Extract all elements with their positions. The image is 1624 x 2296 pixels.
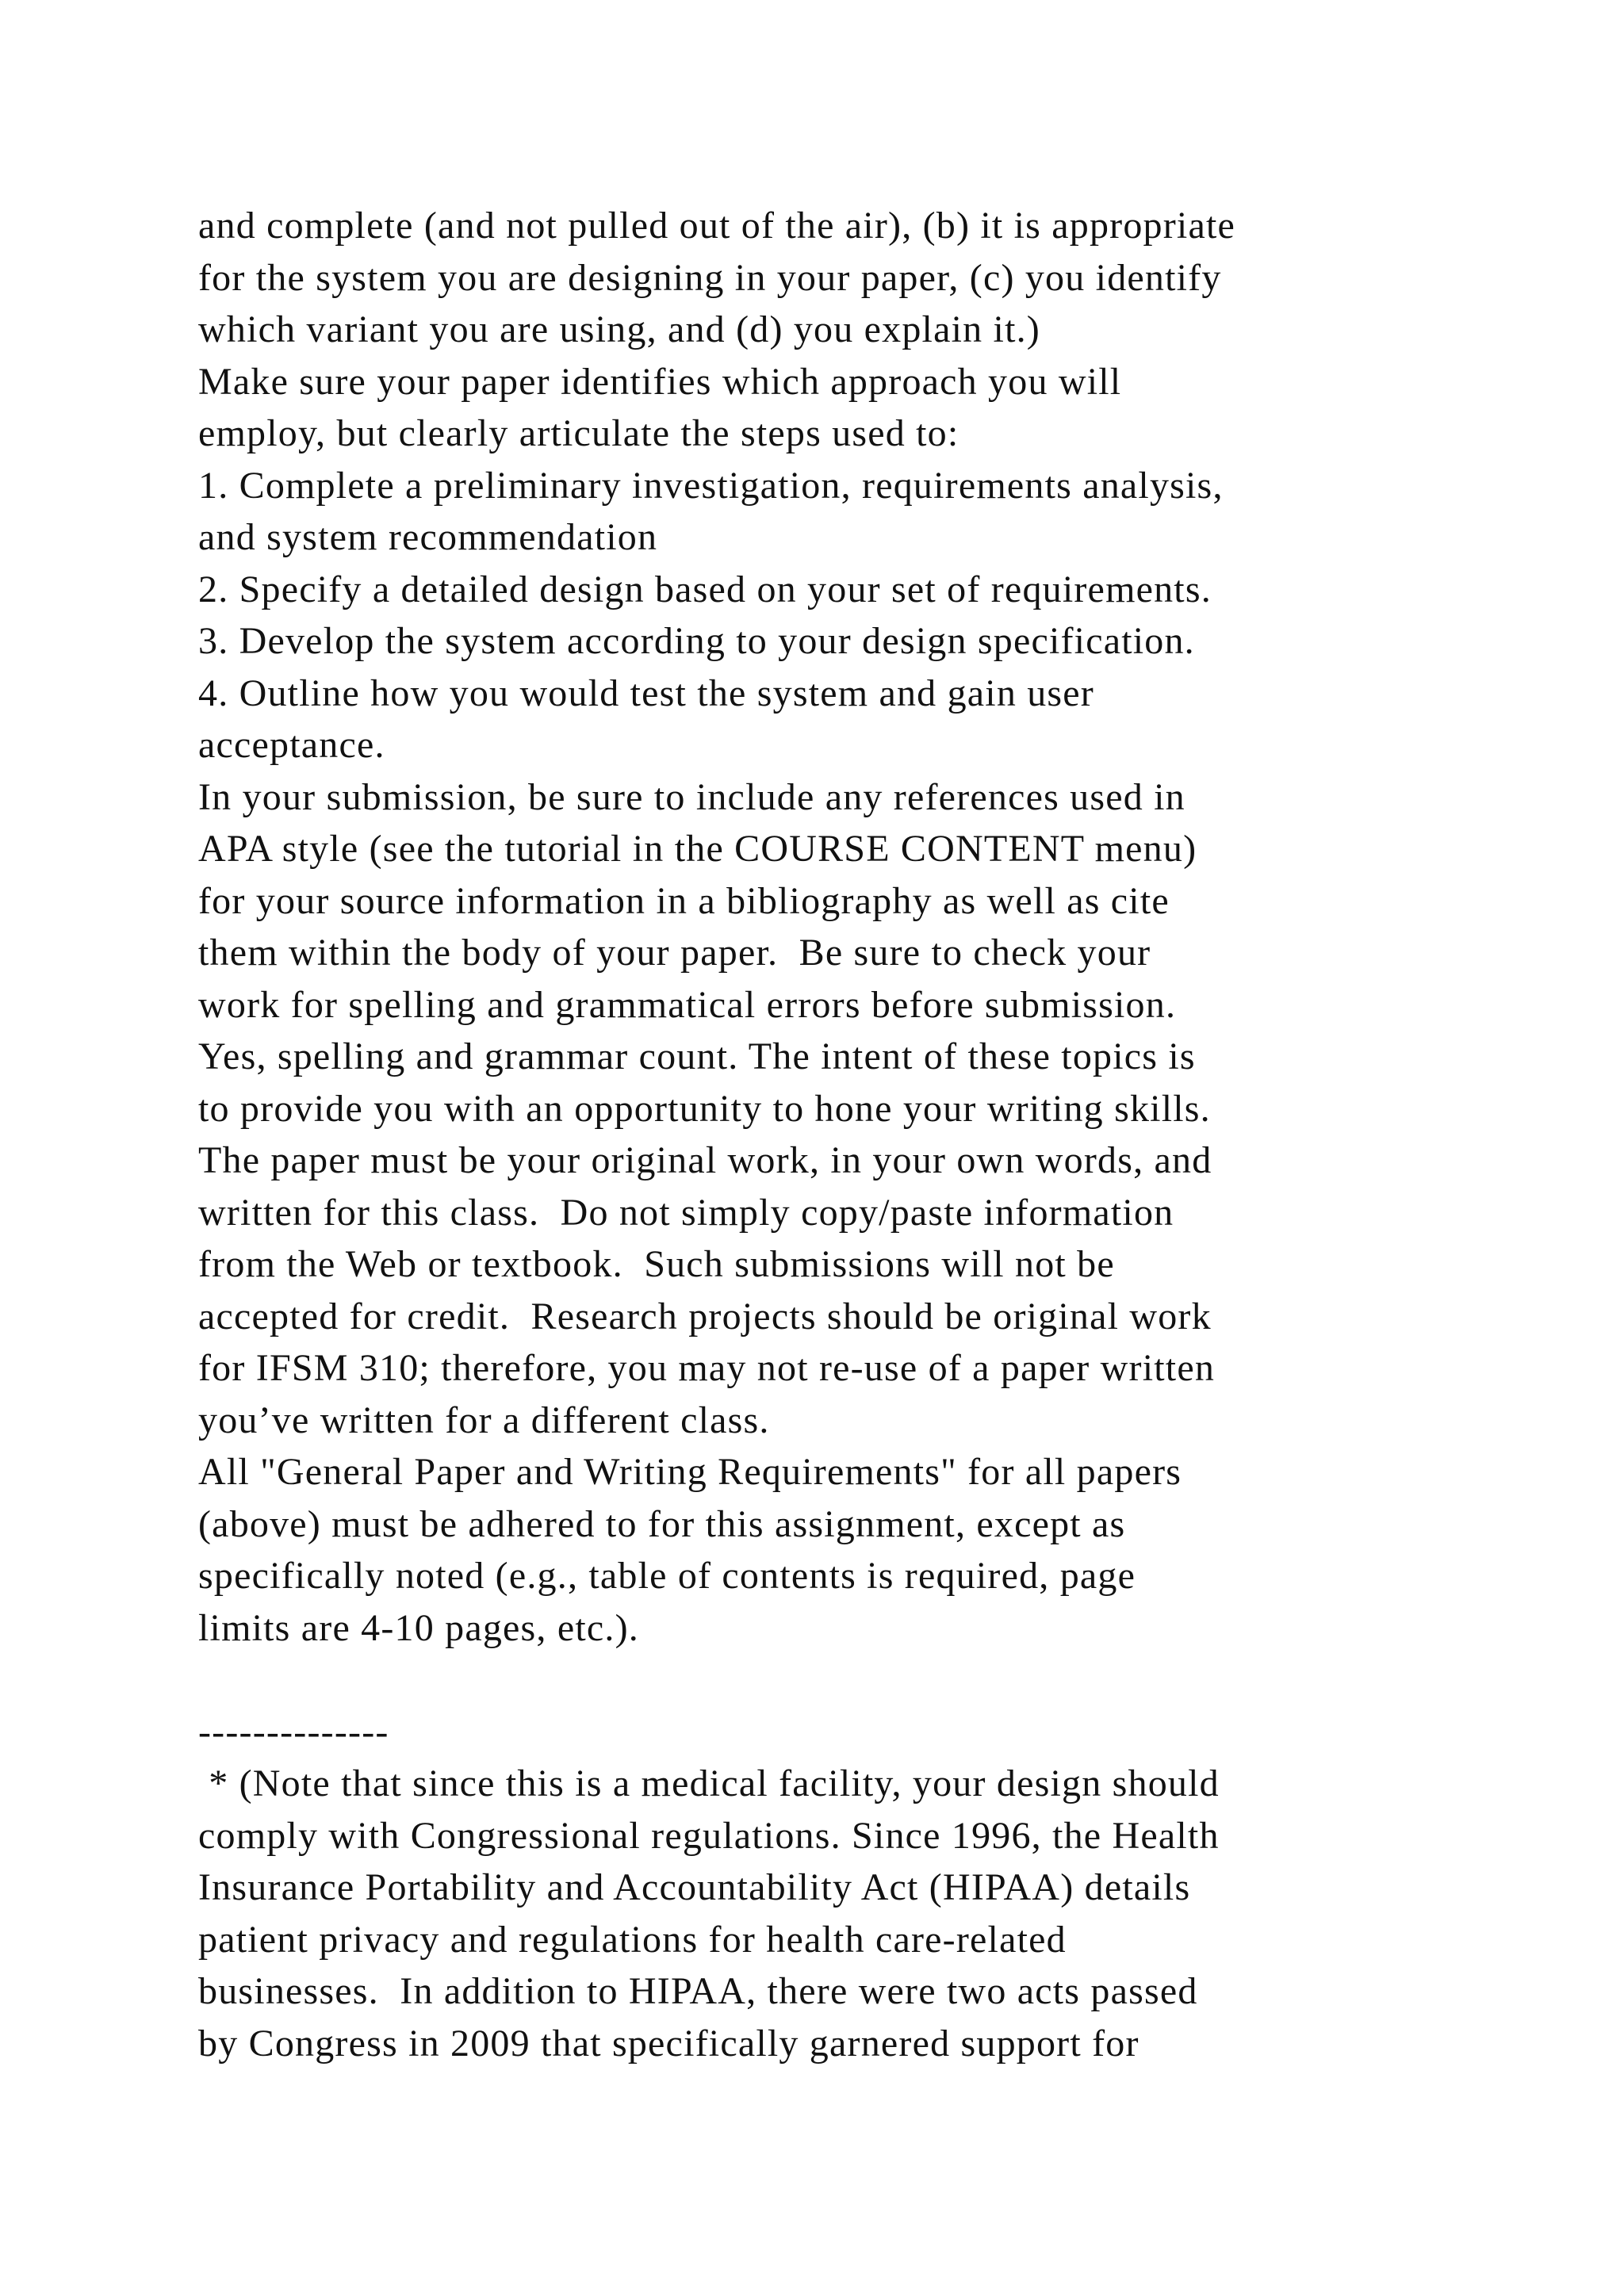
text-line: work for spelling and grammatical errors before submission. (198, 983, 1177, 1026)
list-item: 4. Outline how you would test the system and gain user (198, 672, 1094, 714)
text-line: accepted for credit. Research projects should be original work (198, 1295, 1212, 1337)
text-line: Make sure your paper identifies which approach you will (198, 360, 1122, 403)
text-line: acceptance. (198, 724, 385, 766)
footnote-line: comply with Congressional regulations. Since 1996, the Health (198, 1814, 1220, 1857)
footnote-line: * (Note that since this is a medical facility, your design should (198, 1762, 1220, 1804)
text-line: In your submission, be sure to include any references used in (198, 775, 1185, 818)
footnote-separator: -------------- (198, 1710, 389, 1753)
text-line: employ, but clearly articulate the steps used to: (198, 412, 959, 454)
text-line: for IFSM 310; therefore, you may not re-use of a paper written (198, 1347, 1216, 1389)
text-line: and system recommendation (198, 516, 658, 558)
text-line: APA style (see the tutorial in the COURSE CONTENT menu) (198, 828, 1197, 870)
text-line: limits are 4-10 pages, etc.). (198, 1606, 639, 1649)
text-line: The paper must be your original work, in your own words, and (198, 1139, 1212, 1181)
text-line: from the Web or textbook. Such submissions will not be (198, 1243, 1115, 1285)
list-item: 1. Complete a preliminary investigation, requirements analysis, (198, 464, 1224, 507)
text-line: for the system you are designing in your paper, (c) you identify (198, 256, 1222, 299)
document-body (198, 200, 1546, 2069)
text-line: (above) must be adhered to for this assignment, except as (198, 1502, 1126, 1545)
list-item: 2. Specify a detailed design based on your set of requirements. (198, 568, 1212, 610)
footnote-line: businesses. In addition to HIPAA, there were two acts passed (198, 1970, 1198, 2012)
text-line: specifically noted (e.g., table of contents is required, page (198, 1555, 1136, 1597)
text-line: them within the body of your paper. Be sure to check your (198, 932, 1151, 974)
text-line: Yes, spelling and grammar count. The intent of these topics is (198, 1035, 1196, 1077)
list-item: 3. Develop the system according to your design specification. (198, 620, 1195, 662)
text-line: for your source information in a bibliography as well as cite (198, 879, 1170, 922)
text-line: and complete (and not pulled out of the air), (b) it is appropriate (198, 205, 1236, 247)
footnote-line: by Congress in 2009 that specifically garnered support for (198, 2022, 1139, 2064)
blank-line (198, 1654, 1546, 1706)
text-line: which variant you are using, and (d) you explain it.) (198, 308, 1040, 350)
text-line: you’ve written for a different class. (198, 1399, 770, 1441)
text-line: written for this class. Do not simply copy/paste information (198, 1191, 1174, 1234)
text-line: All "General Paper and Writing Requirements" for all papers (198, 1451, 1182, 1493)
footnote-line: Insurance Portability and Accountability Act (HIPAA) details (198, 1866, 1191, 1908)
text-line: to provide you with an opportunity to hone your writing skills. (198, 1087, 1211, 1130)
footnote-line: patient privacy and regulations for health care-related (198, 1918, 1067, 1961)
